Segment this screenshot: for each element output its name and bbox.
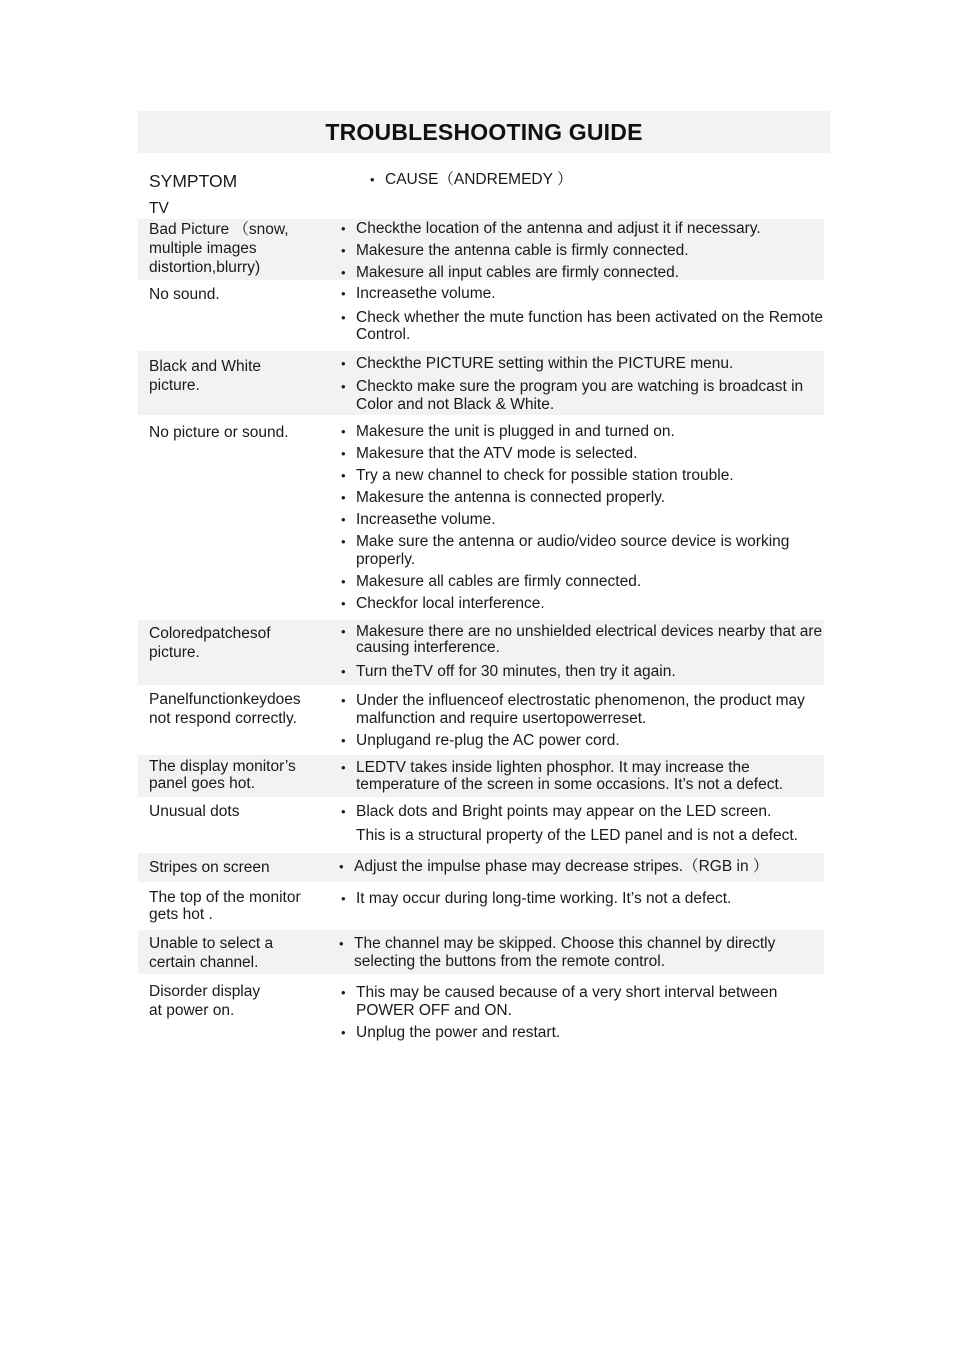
cause-item: • Checkfor local interference. [341,595,831,613]
cause-item: • Turn theTV off for 30 minutes, then try it again. [341,663,831,681]
cause-item: • Black dots and Bright points may appear on the LED screen. [341,803,841,821]
cause-item: • The channel may be skipped. Choose this channel by directly selecting the buttons from the remote control. [339,935,829,971]
cause-list [341,803,841,849]
cause-item: • LEDTV takes inside lighten phosphor. It may increase the temperature of the screen in some occasions. It’s not a defect. [341,759,831,793]
cause-item: • Unplug the power and restart. [341,1024,831,1042]
troubleshoot-row-black-white [138,351,824,415]
cause-item: • This may be caused because of a very short interval between POWER OFF and ON. [341,984,831,1020]
troubleshoot-row-disorder-display [138,978,824,1044]
cause-list [341,890,831,912]
cause-item: • Make sure the antenna or audio/video source device is working properly. [341,533,831,569]
symptom-text: Stripes on screen [149,859,270,876]
troubleshoot-row-unusual-dots [138,799,824,851]
troubleshoot-row-colored-patches [138,620,824,685]
symptom-text: No sound. [149,286,220,303]
cause-list [341,624,831,685]
troubleshoot-row-bad-picture [138,219,824,280]
cause-item: • Increasethe volume. [341,285,831,303]
title-bar [138,111,830,153]
symptom-column-header: SYMPTOM [149,171,238,191]
cause-list [341,355,831,418]
troubleshoot-row-no-sound [138,282,824,350]
cause-item: • Under the influenceof electrostatic phenomenon, the product may malfunction and require usertopowerreset. [341,692,831,728]
cause-list [341,984,831,1046]
troubleshoot-row-top-hot [138,885,824,929]
cause-item: • Unplugand re-plug the AC power cord. [341,732,831,750]
symptom-text: The top of the monitor gets hot . [149,889,301,923]
cause-list [341,759,831,797]
cause-item: • Makesure the unit is plugged in and turned on. [341,423,831,441]
cause-item: • Checkthe PICTURE setting within the PICTURE menu. [341,355,831,373]
symptom-text: No picture or sound. [149,424,289,441]
cause-item: • Makesure there are no unshielded electrical devices nearby that are causing interference. [341,624,831,656]
troubleshoot-row-panel-hot [138,755,824,797]
cause-item: This is a structural property of the LED panel and is not a defect. [356,827,798,844]
cause-list [341,423,831,617]
symptom-text: Panelfunctionkeydoes not respond correctly. [149,691,301,727]
symptom-text: Coloredpatchesof picture. [149,625,271,661]
symptom-text: Disorder display at power on. [149,983,261,1019]
page-title: TROUBLESHOOTING GUIDE [325,118,643,145]
symptom-text: Unable to select a certain channel. [149,935,274,971]
cause-item: • It may occur during long-time working. It’s not a defect. [341,890,831,908]
symptom-text: Black and White picture. [149,358,261,394]
cause-list [339,935,829,975]
section-label-tv: TV [149,200,169,217]
cause-item: • Makesure the antenna cable is firmly connected. [341,242,831,260]
troubleshoot-row-no-picture-sound [138,418,824,618]
cause-item: • Adjust the impulse phase may decrease stripes.（RGB in ） [339,858,829,876]
cause-item: • Makesure that the ATV mode is selected. [341,445,831,463]
troubleshoot-row-panel-keys [138,687,824,753]
cause-item: • Checkthe location of the antenna and adjust it if necessary. [341,220,831,238]
cause-item: • Makesure all cables are firmly connected. [341,573,831,591]
troubleshoot-row-select-channel [138,930,824,974]
symptom-text: The display monitor’s panel goes hot. [149,758,296,792]
cause-list [339,858,829,880]
cause-item: • Check whether the mute function has been activated on the Remote Control. [341,309,831,343]
cause-list [341,692,831,754]
troubleshoot-row-stripes [138,853,824,882]
cause-item: • Makesure all input cables are firmly connected. [341,264,831,282]
cause-column-header: • CAUSE（ANDREMEDY ） [370,171,954,189]
symptom-text: Unusual dots [149,803,240,820]
cause-item: • Increasethe volume. [341,511,831,529]
cause-list [341,285,831,347]
cause-item: • Checkto make sure the program you are watching is broadcast in Color and not Black & White. [341,378,831,414]
cause-item: • Makesure the antenna is connected properly. [341,489,831,507]
cause-item: • Try a new channel to check for possible station trouble. [341,467,831,485]
symptom-text: Bad Picture （snow, multiple images distortion,blurry) [149,221,289,276]
cause-list [341,220,831,286]
